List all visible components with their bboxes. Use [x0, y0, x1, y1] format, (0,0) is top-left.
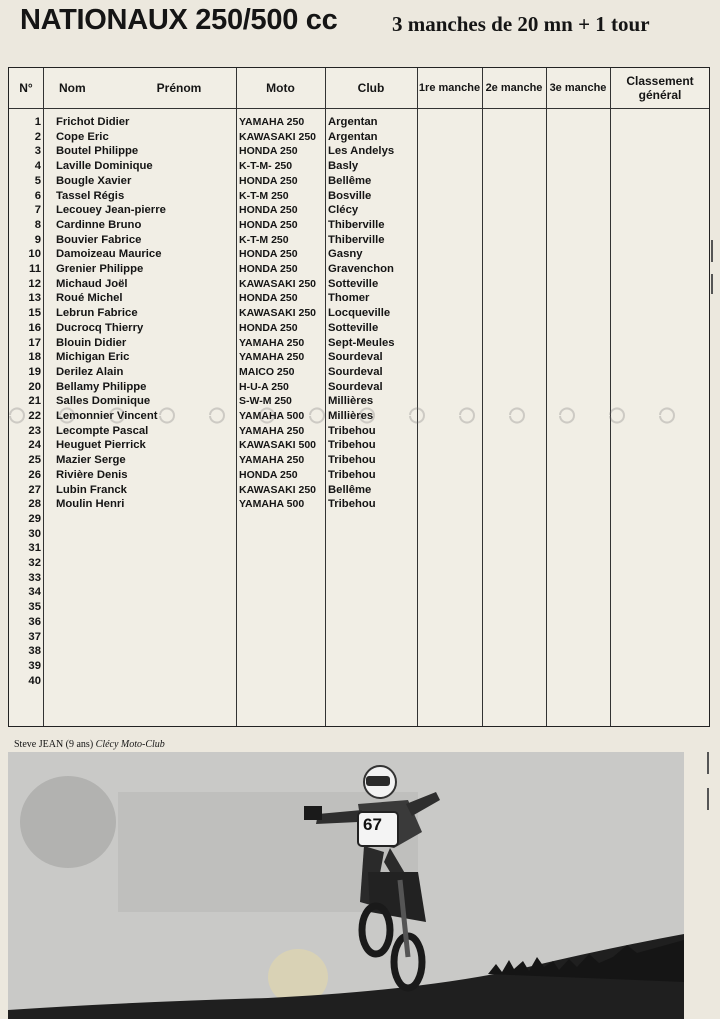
row-number: 2 [34, 130, 41, 143]
row-club: Tribehou [328, 468, 376, 481]
page-subtitle: 3 manches de 20 mn + 1 tour [392, 12, 650, 36]
row-number: 34 [28, 586, 41, 599]
row-number: 17 [28, 336, 41, 349]
table-row [9, 203, 709, 218]
row-number: 11 [29, 263, 41, 275]
row-club: Millières [328, 395, 374, 408]
table-row [9, 630, 709, 645]
photo-caption [14, 739, 165, 750]
row-number: 9 [34, 233, 41, 246]
table-row [9, 541, 709, 556]
row-moto: K-T-M 250 [239, 233, 289, 246]
row-name: Roué Michel [56, 292, 123, 305]
header-num: N° [19, 81, 33, 95]
row-number: 10 [28, 248, 41, 261]
row-name: Boutel Philippe [56, 145, 139, 158]
row-name: Michaud Joël [56, 277, 128, 290]
table-row [9, 409, 709, 424]
row-club: Sept-Meules [328, 336, 395, 349]
row-name: Bougle Xavier [56, 174, 132, 187]
table-row [9, 615, 709, 630]
row-moto: KAWASAKI 250 [239, 130, 317, 143]
row-name: Mazier Serge [56, 454, 126, 467]
table-row [9, 527, 709, 542]
photo-illustration [8, 752, 684, 1019]
row-club: Tribehou [328, 454, 376, 467]
row-number: 23 [28, 424, 41, 437]
table-row [9, 438, 709, 453]
row-number: 38 [28, 645, 41, 658]
table-row [9, 247, 709, 262]
table-row [9, 130, 709, 145]
row-number: 28 [28, 498, 41, 511]
row-club: Locqueville [328, 307, 391, 320]
header-manche-2: 2e manche [485, 82, 543, 94]
row-number: 32 [28, 557, 41, 569]
row-number: 27 [28, 483, 41, 496]
row-club: Les Andelys [328, 145, 395, 158]
row-club: Bosville [328, 189, 372, 202]
table-row [9, 159, 709, 174]
row-moto: KAWASAKI 250 [239, 307, 317, 320]
row-club: Argentan [328, 116, 378, 128]
row-number: 24 [28, 439, 41, 452]
row-number: 35 [28, 601, 41, 614]
header-manche-3: 3e manche [549, 82, 607, 94]
table-row [9, 144, 709, 159]
row-moto: HONDA 250 [239, 174, 298, 187]
row-name: Salles Dominique [56, 395, 151, 408]
row-name: Grenier Philippe [56, 263, 144, 275]
row-name: Cardinne Bruno [56, 218, 142, 231]
header-manche-1: 1re manche [418, 82, 481, 94]
row-name: Moulin Henri [56, 498, 125, 511]
row-number: 36 [28, 615, 41, 628]
row-moto: HONDA 250 [239, 218, 298, 231]
scan-edge-mark [707, 788, 709, 810]
table-row [9, 585, 709, 600]
table-row [9, 174, 709, 189]
table-row [9, 350, 709, 365]
row-moto: S-W-M 250 [239, 395, 292, 408]
table-row [9, 394, 709, 409]
row-name: Damoizeau Maurice [56, 248, 162, 261]
row-club: Millières [328, 410, 374, 422]
row-name: Rivière Denis [56, 468, 128, 481]
table-row [9, 291, 709, 306]
row-moto: YAMAHA 250 [239, 454, 305, 467]
row-moto: HONDA 250 [239, 468, 298, 481]
scan-edge-mark [711, 240, 713, 262]
row-number: 33 [28, 571, 41, 584]
row-moto: KAWASAKI 250 [239, 277, 317, 290]
row-club: Argentan [328, 130, 378, 143]
row-moto: HONDA 250 [239, 263, 298, 275]
row-number: 26 [28, 468, 41, 481]
row-number: 4 [34, 160, 41, 173]
header-club: Club [357, 81, 385, 95]
table-row [9, 424, 709, 439]
row-club: Gasny [328, 248, 363, 261]
row-name: Lemonnier Vincent [56, 410, 158, 422]
row-number: 7 [34, 204, 41, 217]
results-table [8, 67, 710, 727]
row-name: Bellamy Philippe [56, 380, 147, 393]
table-row [9, 306, 709, 321]
row-number: 18 [28, 351, 41, 364]
row-number: 12 [28, 277, 41, 290]
table-row [9, 659, 709, 674]
scan-edge-mark [711, 274, 713, 294]
row-name: Cope Eric [56, 130, 109, 143]
row-name: Lebrun Fabrice [56, 307, 138, 320]
row-number: 5 [34, 174, 41, 187]
row-number: 29 [28, 512, 41, 525]
header-prenom: Prénom [156, 81, 202, 95]
row-name: Lecompte Pascal [56, 424, 149, 437]
row-moto: K-T-M- 250 [239, 160, 293, 173]
row-moto: YAMAHA 250 [239, 351, 305, 364]
caption-club: Clécy Moto-Club [95, 739, 165, 750]
table-row [9, 483, 709, 498]
table-row [9, 468, 709, 483]
row-number: 3 [34, 145, 41, 158]
table-row [9, 115, 709, 130]
row-club: Clécy [328, 204, 359, 217]
row-number: 21 [28, 395, 41, 408]
table-row [9, 218, 709, 233]
row-name: Laville Dominique [56, 160, 153, 173]
row-name: Derilez Alain [56, 365, 124, 378]
table-row [9, 571, 709, 586]
row-moto: KAWASAKI 500 [239, 439, 317, 452]
row-name: Bouvier Fabrice [56, 233, 142, 246]
row-moto: KAWASAKI 250 [239, 483, 317, 496]
row-moto: YAMAHA 500 [239, 410, 305, 422]
row-club: Sourdeval [328, 365, 383, 378]
row-number: 13 [28, 292, 41, 305]
row-number: 22 [28, 410, 41, 422]
table-row [9, 336, 709, 351]
row-club: Thiberville [328, 218, 385, 231]
row-club: Thiberville [328, 233, 385, 246]
table-row [9, 277, 709, 292]
row-number: 20 [28, 380, 41, 393]
row-number: 19 [28, 365, 41, 378]
row-club: Sourdeval [328, 380, 383, 393]
caption-person: Steve JEAN (9 ans) [14, 739, 94, 750]
row-moto: MAICO 250 [239, 365, 295, 378]
row-club: Basly [328, 160, 359, 173]
header-classement: Classement général [626, 74, 694, 102]
row-moto: YAMAHA 250 [239, 424, 305, 437]
page-header [20, 4, 710, 38]
row-name: Heuguet Pierrick [56, 439, 146, 452]
header-divider [9, 108, 709, 109]
row-name: Tassel Régis [56, 189, 125, 202]
row-moto: YAMAHA 250 [239, 116, 305, 128]
scan-edge-mark [707, 752, 709, 774]
row-name: Blouin Didier [56, 336, 127, 349]
motocross-photo [8, 752, 684, 1019]
table-row [9, 380, 709, 395]
row-club: Tribehou [328, 498, 376, 511]
row-number: 37 [28, 630, 41, 643]
row-moto: HONDA 250 [239, 248, 298, 261]
row-number: 31 [28, 542, 41, 555]
table-row [9, 321, 709, 336]
table-row [9, 497, 709, 512]
row-number: 30 [28, 527, 41, 540]
table-row [9, 600, 709, 615]
row-moto: HONDA 250 [239, 321, 298, 334]
page-title: NATIONAUX 250/500 cc [20, 4, 338, 36]
row-club: Tribehou [328, 439, 376, 452]
row-number: 40 [28, 674, 41, 687]
table-row [9, 189, 709, 204]
row-number: 15 [28, 307, 41, 320]
row-number: 16 [28, 321, 41, 334]
row-name: Frichot Didier [56, 116, 130, 128]
row-club: Thomer [328, 292, 370, 305]
row-moto: YAMAHA 500 [239, 498, 305, 511]
header-nom: Nom [59, 81, 86, 95]
row-number: 39 [28, 659, 41, 672]
row-club: Tribehou [328, 424, 376, 437]
table-row [9, 453, 709, 468]
row-number: 1 [34, 116, 41, 128]
row-moto: YAMAHA 250 [239, 336, 305, 349]
row-club: Bellême [328, 483, 372, 496]
table-row [9, 674, 709, 689]
row-club: Sotteville [328, 277, 379, 290]
table-row [9, 262, 709, 277]
row-club: Sotteville [328, 321, 379, 334]
header-moto: Moto [266, 81, 295, 95]
table-row [9, 365, 709, 380]
row-club: Gravenchon [328, 263, 394, 275]
row-moto: HONDA 250 [239, 292, 298, 305]
row-number: 25 [28, 454, 41, 467]
row-name: Lecouey Jean-pierre [56, 204, 166, 217]
table-row [9, 512, 709, 527]
row-number: 6 [34, 189, 41, 202]
table-row [9, 644, 709, 659]
row-name: Lubin Franck [56, 483, 127, 496]
rider-number: 67 [363, 815, 382, 834]
table-row [9, 233, 709, 248]
row-name: Ducrocq Thierry [56, 321, 144, 334]
row-club: Bellême [328, 174, 372, 187]
table-row [9, 556, 709, 571]
row-name: Michigan Eric [56, 351, 130, 364]
row-moto: HONDA 250 [239, 145, 298, 158]
row-number: 8 [34, 218, 41, 231]
row-moto: HONDA 250 [239, 204, 298, 217]
row-club: Sourdeval [328, 351, 383, 364]
row-moto: H-U-A 250 [239, 380, 289, 393]
row-moto: K-T-M 250 [239, 189, 289, 202]
